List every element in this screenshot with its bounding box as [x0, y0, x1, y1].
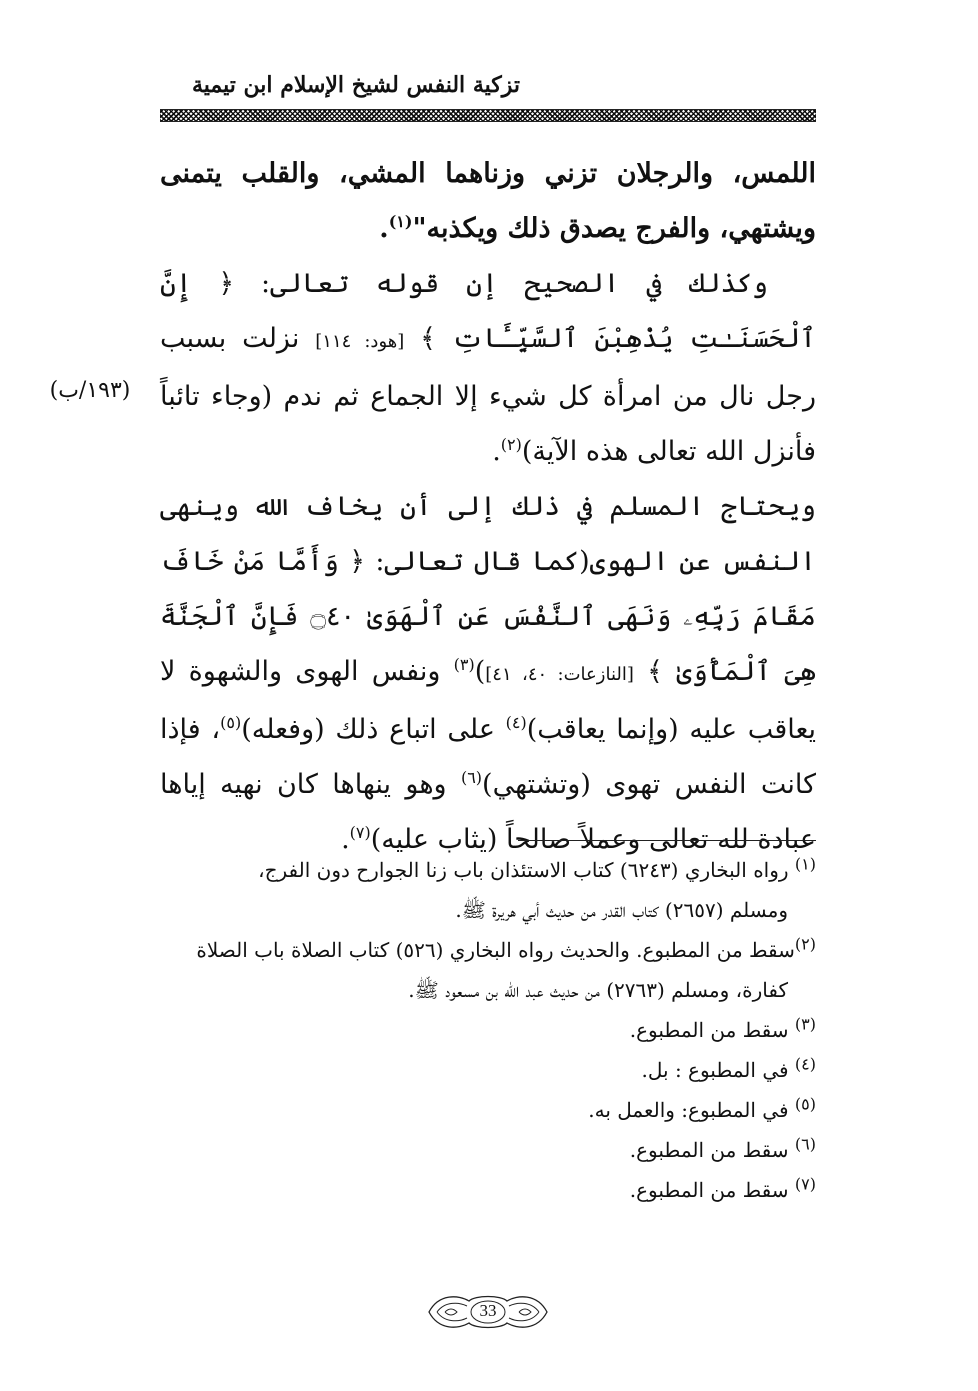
p2-text-a: وكذلك في الصحيح إن قوله تعالى: ﴿ إِنَّ ٱلْحَسَنَـٰتِ يُذْهِبْنَ ٱلسَّيِّـَٔاتِ ﴾	[160, 268, 816, 354]
footnote-text: في المطبوع : بل.	[641, 1058, 789, 1082]
footnote-number: (٢)	[794, 934, 816, 954]
footnote-ref-3[interactable]: (٣)	[453, 655, 475, 674]
p1-text: اللمس، والرجلان تزني وزناهما المشي، والقلب يتمنى ويشتهي، والفرج يصدق ذلك ويكذبه"	[160, 158, 816, 244]
footnote-7	[160, 1170, 816, 1210]
footnote-ref-4[interactable]: (٤)	[505, 713, 527, 732]
footnotes	[160, 850, 816, 1210]
footnote-number: (٣)	[794, 1014, 816, 1034]
manuscript-folio-note: (١٩٣/ب)	[49, 378, 131, 403]
footnote-ref-2[interactable]: (٢)	[500, 435, 522, 454]
p3-paren-1: (كما قال تعالى: ﴿ وَأَمَّا مَنْ خَافَ مَقَامَ رَبِّهِۦ وَنَهَى ٱلنَّفْسَ عَنِ ٱلْهَوَىٰ ۝٤٠ فَإِنَّ ٱلْجَنَّةَ هِىَ ٱلْمَأْوَىٰ ﴾	[160, 546, 816, 687]
paragraph-3	[160, 479, 816, 867]
footnote-number: (٧)	[794, 1174, 816, 1194]
footnote-ref-5[interactable]: (٥)	[220, 713, 242, 732]
footnote-2	[160, 930, 816, 970]
footnote-number: (٥)	[794, 1094, 816, 1114]
p3-end: .	[341, 824, 350, 855]
p3-text-a: ويحتاج المسلم في ذلك إلى أن يخاف الله وينهى النفس عن الهوى	[160, 491, 816, 577]
p2-parenthetical: (وجاء تائباً فأنزل الله تعالى هذه الآية)	[160, 381, 816, 467]
p3-text-b: ونفس الهوى والشهوة لا يعاقب عليه	[160, 656, 816, 745]
footnote-text: سقط من المطبوع. والحديث رواه البخاري (٥٢٦) كتاب الصلاة باب الصلاة	[196, 938, 795, 962]
footnote-number: (٦)	[794, 1134, 816, 1154]
footnote-text: سقط من المطبوع.	[629, 1178, 789, 1202]
header-ornament-band	[160, 109, 816, 122]
footnote-text: في المطبوع: والعمل به.	[588, 1098, 789, 1122]
footnote-text: سقط من المطبوع.	[629, 1018, 789, 1042]
quran-citation-2: [النازعات: ٤٠، ٤١]	[485, 664, 634, 685]
p1-end: .	[379, 213, 389, 244]
p3-paren-1-close: )	[474, 656, 486, 687]
footnote-6	[160, 1130, 816, 1170]
quran-citation: [هود: ١١٤]	[315, 331, 405, 352]
p3-text-c: على اتباع ذلك	[324, 714, 506, 745]
p3-paren-2: (وإنما يعاقب)	[526, 714, 679, 745]
p2-text-b: نزلت بسبب رجل نال من امرأة كل شيء إلا الجماع ثم ندم	[160, 323, 816, 412]
main-text	[160, 146, 816, 867]
p3-paren-4: (وتشتهي)	[482, 769, 591, 800]
footnote-number: (١)	[794, 854, 816, 874]
footnote-ref-7[interactable]: (٧)	[349, 823, 371, 842]
p3-text-d: ، فإذا كانت النفس تهوى	[160, 714, 816, 800]
page-number: 33	[479, 1301, 497, 1320]
footnote-text: سقط من المطبوع.	[629, 1138, 789, 1162]
footnote-divider	[518, 840, 816, 841]
p3-paren-5: (يثاب عليه)	[370, 824, 498, 855]
p3-text-e: وهو ينهاها كان نهيه إياها عبادة لله تعالى وعملاً صالحاً	[160, 769, 816, 855]
footnote-1	[160, 850, 816, 890]
page-number-ornament	[425, 1289, 551, 1335]
p2-end: .	[492, 436, 501, 467]
paragraph-2	[160, 256, 816, 479]
footnote-number: (٤)	[794, 1054, 816, 1074]
footnote-1-continuation: ومسلم (٢٦٥٧) كتاب القدر من حديث أبي هريرة ﷺ.	[455, 898, 788, 922]
footnote-5	[160, 1090, 816, 1130]
p3-paren-3: (وفعله)	[241, 714, 325, 745]
footnote-4	[160, 1050, 816, 1090]
footnote-ref-6[interactable]: (٦)	[460, 768, 483, 787]
footnote-ref-1[interactable]: (١)	[388, 212, 413, 231]
footnote-3	[160, 1010, 816, 1050]
running-header: تزكية النفس لشيخ الإسلام ابن تيمية	[191, 72, 520, 98]
paragraph-1	[160, 146, 816, 256]
footnote-text: رواه البخاري (٦٢٤٣) كتاب الاستئذان باب زنا الجوارح دون الفرج،	[258, 858, 789, 882]
footnote-2-continuation: كفارة، ومسلم (٢٧٦٣) من حديث عبد الله بن مسعود ﷺ.	[408, 978, 788, 1002]
